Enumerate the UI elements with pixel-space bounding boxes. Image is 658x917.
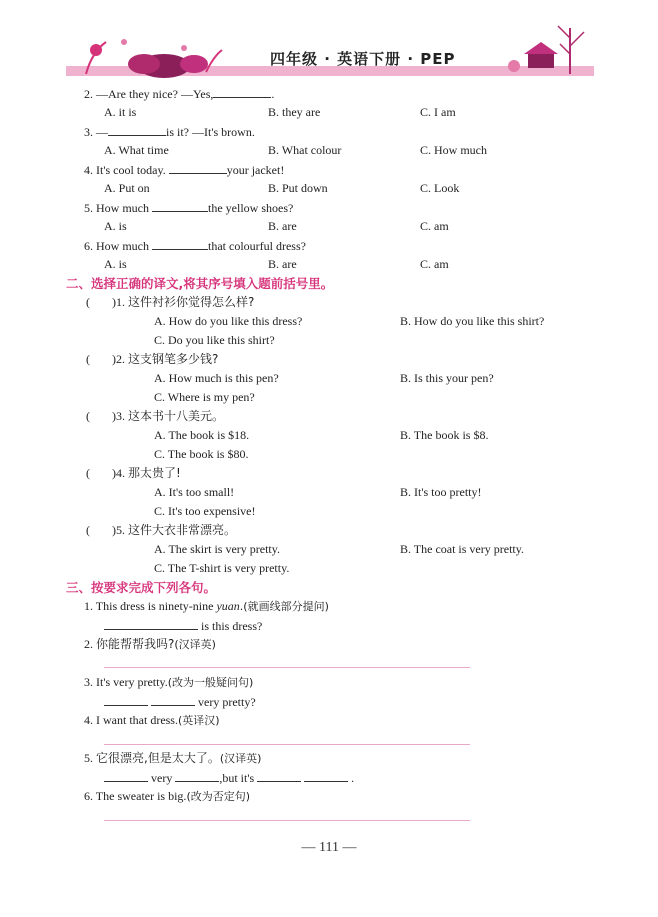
q3-option-c: C. How much	[420, 143, 487, 157]
q3-stem: 3. — is it? —It's brown.	[84, 125, 255, 139]
q3-option-a: A. What time	[104, 143, 169, 157]
part2-item-4: ( )4. 那太贵了!	[86, 466, 181, 480]
item4-option-b: B. It's too pretty!	[400, 485, 482, 499]
header-title: 四年级 · 英语下册 · PEP	[270, 50, 456, 68]
p3-q1-blank[interactable]	[104, 618, 198, 630]
item3-option-a: A. The book is $18.	[154, 428, 250, 442]
item3-option-c: C. The book is $80.	[154, 447, 249, 461]
item3-option-b: B. The book is $8.	[400, 428, 489, 442]
p3-q2-answer-line[interactable]	[104, 667, 470, 668]
q2-blank[interactable]	[213, 86, 271, 98]
part3-heading: 三、按要求完成下列各句。	[66, 580, 217, 595]
tree-house-decoration-icon	[500, 18, 592, 76]
item5-option-c: C. The T-shirt is very pretty.	[154, 561, 290, 575]
part2-item-3: ( )3. 这本书十八美元。	[86, 409, 225, 423]
p3-q3-stem: 3. It's very pretty.(改为一般疑问句)	[84, 675, 254, 689]
q4-blank[interactable]	[169, 162, 227, 174]
item5-option-a: A. The skirt is very pretty.	[154, 542, 280, 556]
item2-option-a: A. How much is this pen?	[154, 371, 279, 385]
item1-option-b: B. How do you like this shirt?	[400, 314, 545, 328]
p3-q3-answer: very pretty?	[104, 694, 256, 709]
q4-stem: 4. It's cool today. your jacket!	[84, 163, 285, 177]
item5-option-b: B. The coat is very pretty.	[400, 542, 524, 556]
part2-heading: 二、选择正确的译文,将其序号填入题前括号里。	[66, 276, 334, 291]
item2-option-c: C. Where is my pen?	[154, 390, 255, 404]
p3-q1-stem: 1. This dress is ninety-nine yuan.(就画线部分提问)	[84, 599, 329, 613]
item4-option-a: A. It's too small!	[154, 485, 235, 499]
item4-option-c: C. It's too expensive!	[154, 504, 256, 518]
part2-item-2: ( )2. 这支钢笔多少钱?	[86, 352, 219, 366]
p3-q2-stem: 2. 你能帮帮我吗?(汉译英)	[84, 637, 216, 651]
q2-option-c: C. I am	[420, 105, 456, 119]
item2-option-b: B. Is this your pen?	[400, 371, 494, 385]
q5-option-c: C. am	[420, 219, 449, 233]
q6-option-b: B. are	[268, 257, 297, 271]
p3-q6-answer-line[interactable]	[104, 820, 470, 821]
part2-item-1: ( )1. 这件衬衫你觉得怎么样?	[86, 295, 255, 309]
p3-q4-answer-line[interactable]	[104, 744, 470, 745]
q3-option-b: B. What colour	[268, 143, 342, 157]
q5-option-b: B. are	[268, 219, 297, 233]
q3-blank[interactable]	[108, 124, 166, 136]
p3-q5-blank-1[interactable]	[104, 770, 148, 782]
p3-q4-stem: 4. I want that dress.(英译汉)	[84, 713, 220, 727]
p3-q5-blank-4[interactable]	[304, 770, 348, 782]
q5-stem: 5. How much the yellow shoes?	[84, 201, 294, 215]
q4-option-b: B. Put down	[268, 181, 328, 195]
part2-item-5: ( )5. 这件大衣非常漂亮。	[86, 523, 237, 537]
q4-option-c: C. Look	[420, 181, 460, 195]
p3-q6-stem: 6. The sweater is big.(改为否定句)	[84, 789, 251, 803]
q6-blank[interactable]	[152, 238, 208, 250]
flower-decoration-icon	[66, 22, 226, 78]
p3-q1-answer: is this dress?	[104, 618, 262, 633]
p3-q3-blank-2[interactable]	[151, 694, 195, 706]
item1-option-c: C. Do you like this shirt?	[154, 333, 275, 347]
q2-stem: 2. —Are they nice? —Yes, .	[84, 87, 275, 101]
underlined-yuan: yuan	[216, 599, 240, 613]
q6-option-c: C. am	[420, 257, 449, 271]
q6-option-a: A. is	[104, 257, 127, 271]
q6-stem: 6. How much that colourful dress?	[84, 239, 306, 253]
p3-q3-blank-1[interactable]	[104, 694, 148, 706]
p3-q5-blank-2[interactable]	[175, 770, 219, 782]
item1-option-a: A. How do you like this dress?	[154, 314, 303, 328]
page-number: — 111 —	[301, 840, 357, 855]
q2-option-a: A. it is	[104, 105, 137, 119]
q5-blank[interactable]	[152, 200, 208, 212]
q2-option-b: B. they are	[268, 105, 321, 119]
q4-option-a: A. Put on	[104, 181, 150, 195]
p3-q5-answer: very ,but it's .	[104, 770, 354, 785]
q5-option-a: A. is	[104, 219, 127, 233]
p3-q5-stem: 5. 它很漂亮,但是太大了。(汉译英)	[84, 751, 262, 765]
p3-q5-blank-3[interactable]	[257, 770, 301, 782]
